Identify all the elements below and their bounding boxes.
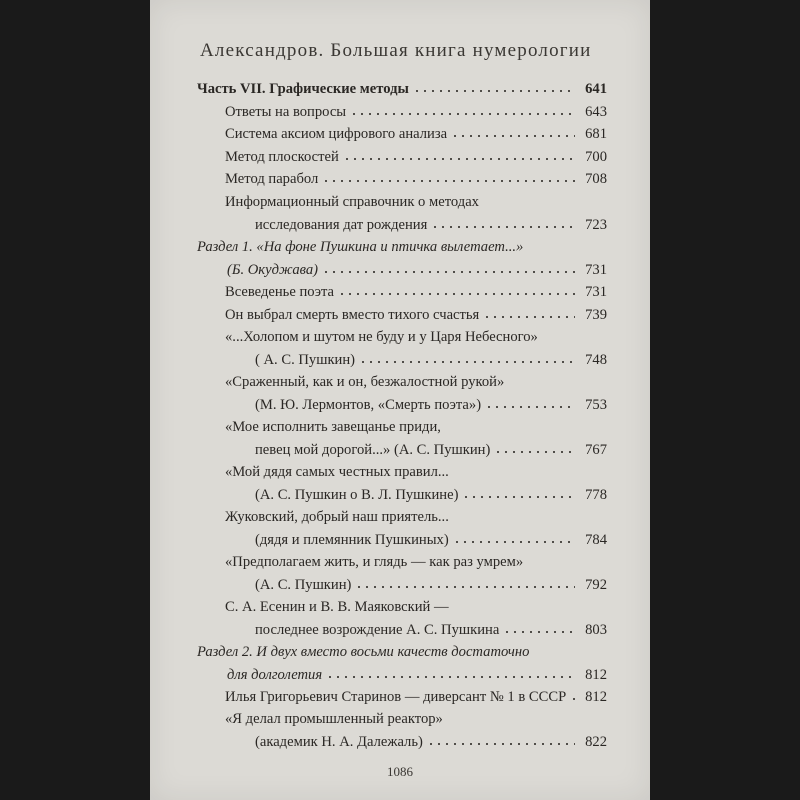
toc-page-number: 731 — [585, 284, 607, 300]
toc-entry-title: Раздел 1. «На фоне Пушкина и птичка вылетает...» — [197, 239, 524, 255]
toc-page-number: 822 — [585, 733, 607, 750]
toc-page-number: 778 — [585, 486, 607, 503]
toc-entry-title: «Мое исполнить завещанье приди, — [225, 419, 441, 435]
toc-entry-title-cont: для долголетия — [227, 666, 323, 683]
toc-page-number: 723 — [585, 216, 607, 233]
toc-entry-title: «Мой дядя самых честных правил... — [225, 464, 449, 480]
toc-entry-title: Раздел 2. И двух вместо восьми качеств достаточно — [197, 644, 530, 660]
toc-page-number: 700 — [585, 149, 607, 165]
toc-entry-title: С. А. Есенин и В. В. Маяковский — — [225, 599, 449, 615]
toc-entry-title-cont: (А. С. Пушкин о В. Л. Пушкине) — [255, 486, 459, 503]
toc-entry-title-cont: (А. С. Пушкин) — [255, 576, 352, 593]
toc-page-number: 767 — [585, 441, 607, 458]
page-number: 1086 — [387, 764, 413, 779]
toc-entry-title-cont: певец мой дорогой...» (А. С. Пушкин) — [255, 441, 491, 458]
toc-entry-title-cont: (М. Ю. Лермонтов, «Смерть поэта») — [255, 396, 482, 413]
toc-entry-title-cont: ( А. С. Пушкин) — [255, 351, 356, 368]
toc-page-number: 753 — [585, 396, 607, 413]
toc-page-number: 812 — [585, 689, 607, 705]
toc-page-number: 812 — [585, 666, 607, 683]
toc-page-number: 681 — [585, 126, 607, 142]
toc-page-number: 792 — [585, 576, 607, 593]
toc-page-number: 708 — [585, 171, 607, 187]
toc-entry-title: Метод парабол — [225, 171, 319, 187]
toc-entry-title-cont: (академик Н. А. Далежаль) — [255, 733, 423, 750]
toc-entry-title: «Сраженный, как и он, безжалостной рукой» — [225, 374, 505, 390]
toc-entry-title: Метод плоскостей — [225, 149, 339, 165]
toc-page-number: 739 — [585, 307, 607, 323]
toc-entry-title: «Я делал промышленный реактор» — [225, 711, 443, 727]
toc-entry-title-cont: последнее возрождение А. С. Пушкина — [255, 621, 500, 638]
toc-entry-title: Илья Григорьевич Старинов — диверсант № 1 в СССР — [225, 689, 567, 705]
toc-entry-title-cont: исследования дат рождения — [255, 216, 428, 233]
toc-page-number: 731 — [585, 261, 607, 278]
toc-entry-title: Система аксиом цифрового анализа — [225, 126, 448, 142]
toc-page-number: 803 — [585, 621, 607, 638]
toc-entry-title: Жуковский, добрый наш приятель... — [225, 509, 449, 525]
toc-entry-title: Всеведенье поэта — [225, 284, 335, 300]
toc-entry-title-cont: (Б. Окуджава) — [227, 261, 319, 278]
toc-page-number: 748 — [585, 351, 607, 368]
toc-entry-title: Часть VII. Графические методы — [197, 81, 409, 97]
toc-entry-title: Информационный справочник о методах — [225, 194, 479, 210]
toc-page-number: 641 — [585, 81, 607, 97]
toc-entry-title: «Предполагаем жить, и глядь — как раз умрем» — [225, 554, 524, 570]
running-head: Александров. Большая книга нумерологии — [200, 40, 592, 61]
toc-entry-title-cont: (дядя и племянник Пушкиных) — [255, 531, 449, 548]
toc-page-number: 643 — [585, 104, 607, 120]
toc-entry-title: Он выбрал смерть вместо тихого счастья — [225, 307, 480, 323]
toc-page-number: 784 — [585, 531, 607, 548]
toc-entry-title: Ответы на вопросы — [225, 104, 347, 120]
toc-entry-title: «...Холопом и шутом не буду и у Царя Небесного» — [225, 329, 538, 345]
